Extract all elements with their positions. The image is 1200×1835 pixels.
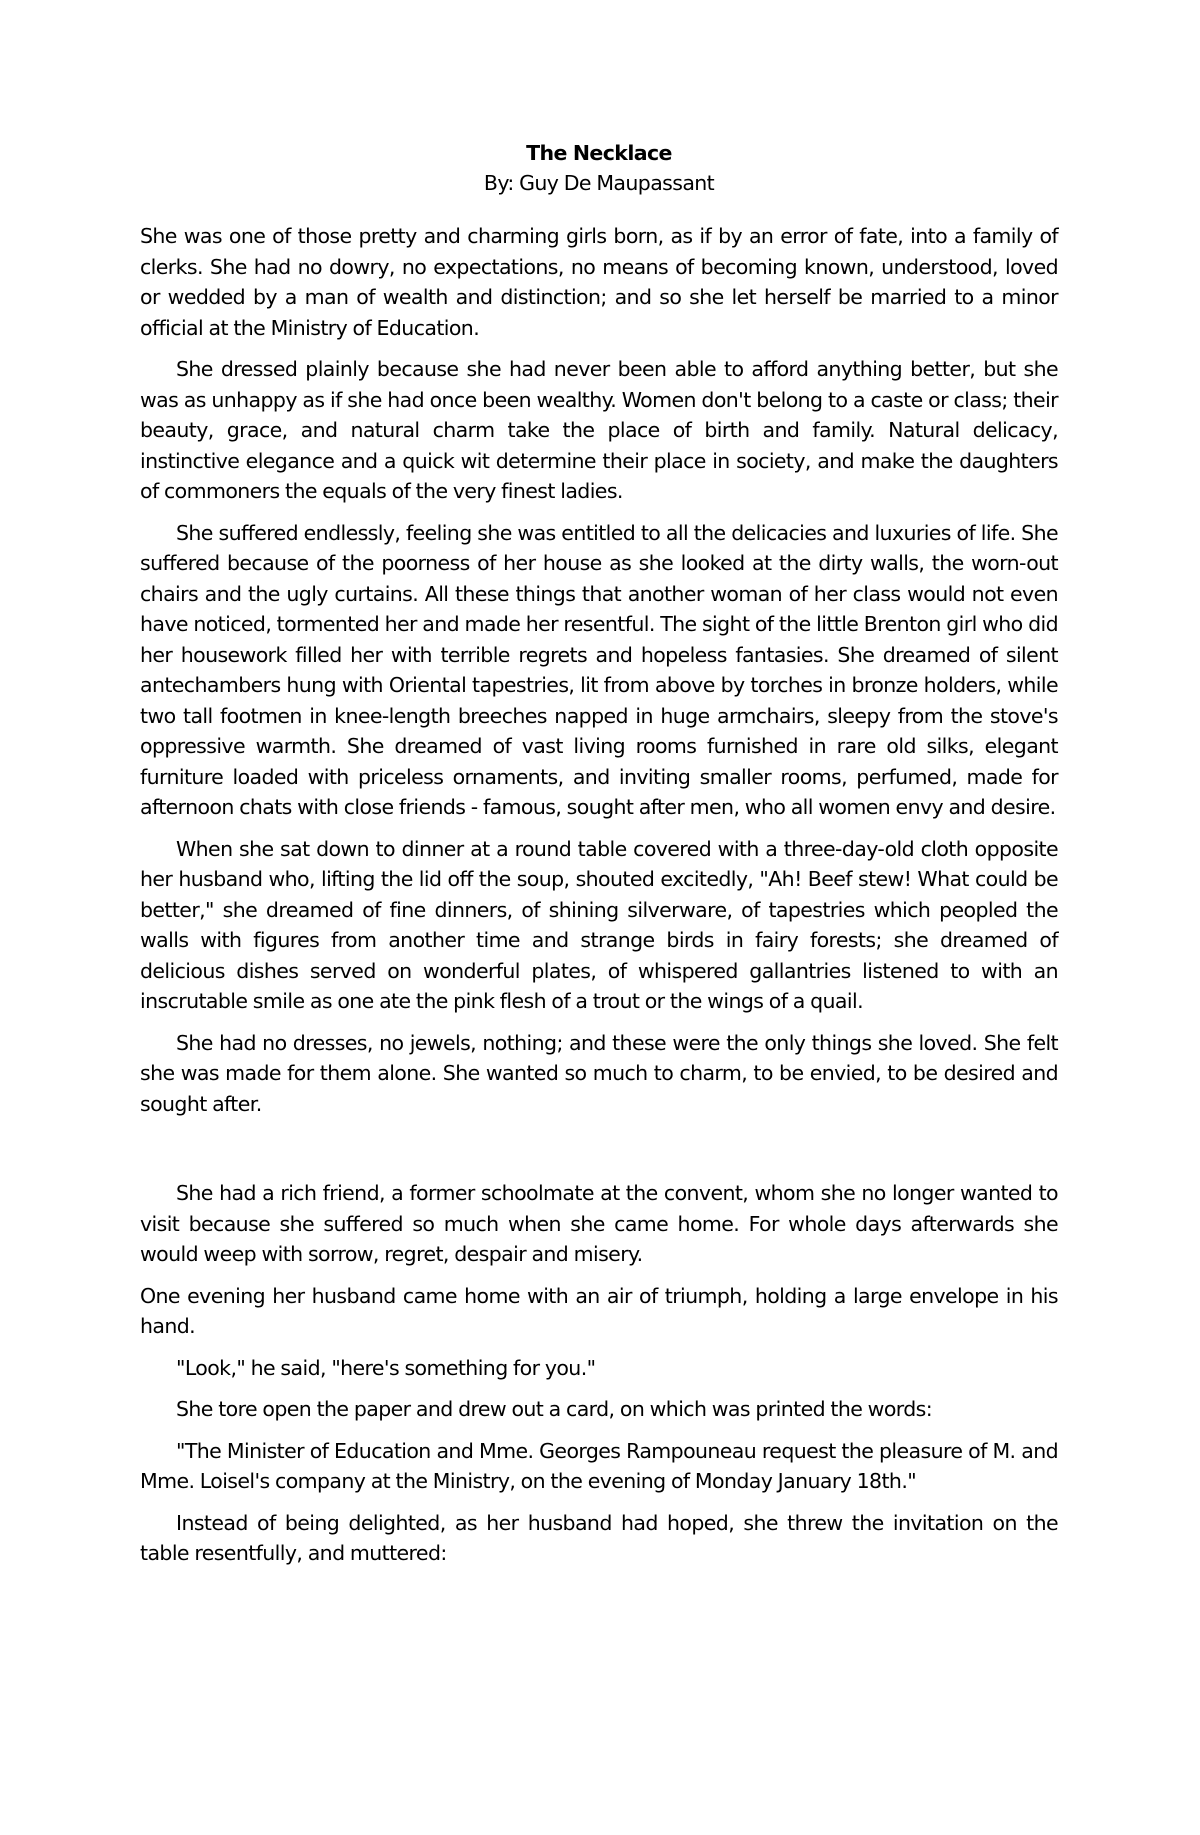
paragraph: She suffered endlessly, feeling she was entitled to all the delicacies and luxuries of life. She suffered because of the poorness of her house as she looked at the dirty walls, the worn-out chairs and the ugly curtains. All these things that another woman of her class would not even have noticed, tormented her and made her resentful. The sight of the little Brenton girl who did her housework filled her with terrible regrets and hopeless fantasies. She dreamed of silent antechambers hung with Oriental tapestries, lit from above by torches in bronze holders, while two tall footmen in knee-length breeches napped in huge armchairs, sleepy from the stove's oppressive warmth. She dreamed of vast living rooms furnished in rare old silks, elegant furniture loaded with priceless ornaments, and inviting smaller rooms, perfumed, made for afternoon chats with close friends - famous, sought after men, who all women envy and desire.: [140, 520, 1058, 819]
document-title: The Necklace: [526, 141, 672, 165]
paragraph: She dressed plainly because she had never been able to afford anything better, but she was as unhappy as if she had once been wealthy. Women don't belong to a caste or class; their beauty, grace, and natural charm take the place of birth and family. Natural delicacy, instinctive elegance and a quick wit determine their place in society, and make the daughters of commoners the equals of the very finest ladies.: [140, 357, 1058, 503]
document-byline: By: Guy De Maupassant: [483, 171, 715, 195]
paragraph: She was one of those pretty and charming girls born, as if by an error of fate, into a family of clerks. She had no dowry, no expectations, no means of becoming known, understood, loved or wedded by a man of wealth and distinction; and so she let herself be married to a minor official at the Ministry of Education.: [140, 224, 1058, 340]
paragraph: She had a rich friend, a former schoolmate at the convent, whom she no longer wanted to visit because she suffered so much when she came home. For whole days afterwards she would weep with sorrow, regret, despair and misery.: [140, 1181, 1058, 1266]
paragraph: She tore open the paper and drew out a card, on which was printed the words:: [176, 1397, 933, 1421]
document-page: [140, 138, 1058, 1580]
paragraph: One evening her husband came home with an air of triumph, holding a large envelope in his hand.: [140, 1283, 1058, 1338]
paragraph: "Look," he said, "here's something for you.": [176, 1355, 596, 1380]
section-gap: [140, 1130, 1058, 1178]
paragraph: Instead of being delighted, as her husband had hoped, she threw the invitation on the table resentfully, and muttered:: [140, 1510, 1058, 1565]
paragraph: When she sat down to dinner at a round table covered with a three-day-old cloth opposite her husband who, lifting the lid off the soup, shouted excitedly, "Ah! Beef stew! What could be better," she dreamed of fine dinners, of shining silverware, of tapestries which peopled the walls with figures from another time and strange birds in fairy forests; she dreamed of delicious dishes served on wonderful plates, of whispered gallantries listened to with an inscrutable smile as one ate the pink flesh of a trout or the wings of a quail.: [140, 836, 1058, 1013]
paragraph: "The Minister of Education and Mme. Georges Rampouneau request the pleasure of M. and Mme. Loisel's company at the Ministry, on the evening of Monday January 18th.": [140, 1438, 1058, 1493]
paragraph: She had no dresses, no jewels, nothing; and these were the only things she loved. She felt she was made for them alone. She wanted so much to charm, to be envied, to be desired and sought after.: [140, 1030, 1058, 1116]
